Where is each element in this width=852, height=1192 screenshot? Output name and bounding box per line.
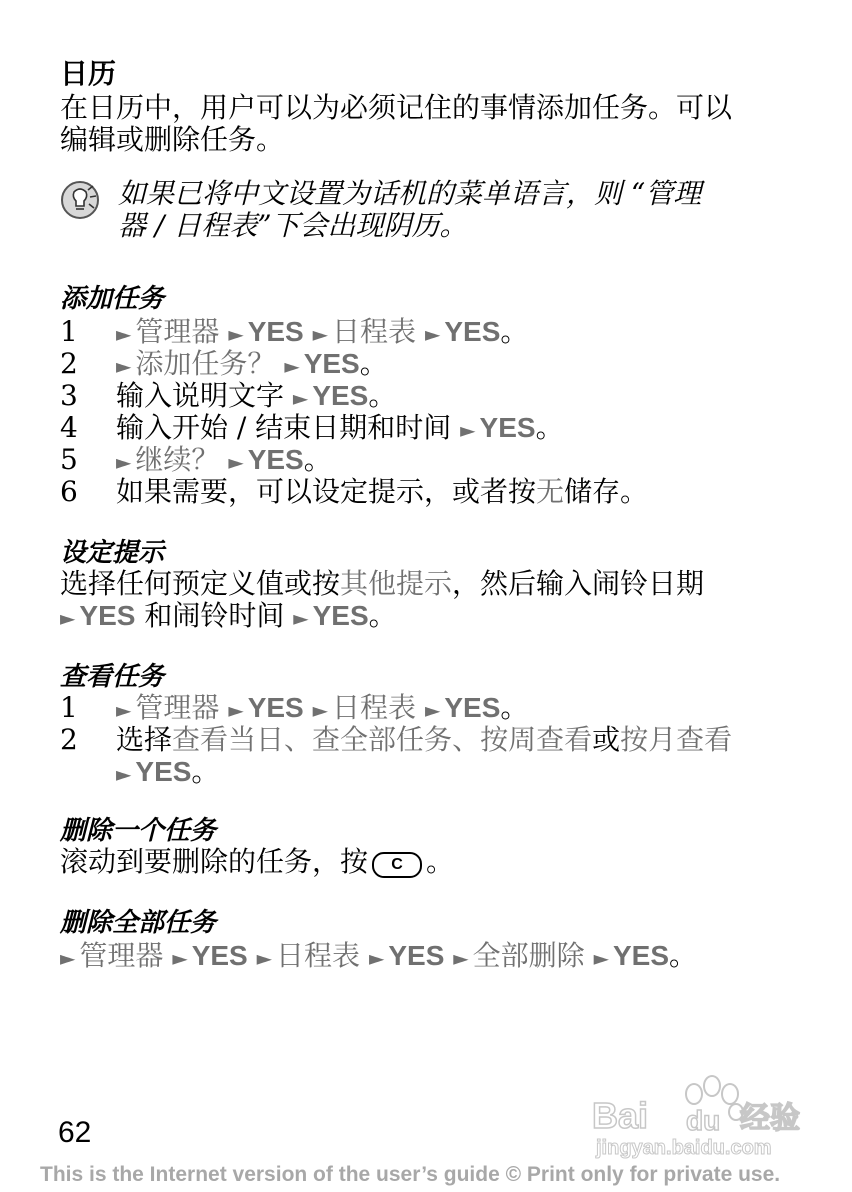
step-text: 输入开始 / 结束日期和时间 — [116, 411, 452, 444]
step-text: 如果需要，可以设定提示，或者按 — [116, 475, 537, 508]
menu-item: 添加任务？ — [135, 347, 276, 380]
arrow-icon: ► — [116, 698, 132, 722]
menu-item: 查看当日 — [172, 723, 285, 756]
menu-item: 管理器 — [135, 315, 220, 348]
tip-line-1: 如果已将中文设置为话机的菜单语言，则 “管理 — [118, 177, 702, 210]
arrow-icon: ► — [292, 386, 309, 410]
intro-line-2: 编辑或删除任务。 — [60, 123, 285, 156]
menu-item: 日程表 — [332, 315, 417, 348]
step-number: 1 — [60, 691, 78, 724]
arrow-icon: ► — [312, 322, 329, 346]
step-number: 4 — [60, 411, 78, 444]
menu-item: 管理器 — [135, 691, 220, 724]
arrow-icon: ► — [228, 322, 244, 346]
menu-item: 按月查看 — [620, 723, 733, 756]
delete-one-line: 滚动到要删除的任务，按 C 。 — [60, 845, 455, 878]
watermark-brand: Bai — [592, 1095, 649, 1136]
menu-item: 日程表 — [276, 939, 361, 972]
step-number: 5 — [60, 443, 78, 476]
add-task-title: 添加任务 — [60, 284, 165, 314]
menu-item: 无 — [536, 475, 565, 508]
menu-item: 全部删除 — [472, 939, 585, 972]
menu-item: 继续？ — [135, 443, 220, 476]
watermark-paw: du — [686, 1105, 721, 1136]
arrow-icon: ► — [593, 946, 609, 970]
delete-all-line: ► 管理器 ► YES ► 日程表 ► YES ► 全部删除 ► YES。 — [60, 939, 698, 972]
watermark-cn: 经验 — [740, 1101, 800, 1136]
intro-line-1: 在日历中，用户可以为必须记住的事情添加任务。可以 — [60, 91, 733, 124]
arrow-icon: ► — [256, 946, 273, 970]
lightbulb-tip-icon — [58, 180, 102, 220]
watermark-url: jingyan.baidu.com — [596, 1137, 772, 1159]
delete-one-title: 删除一个任务 — [60, 816, 217, 846]
arrow-icon: ► — [368, 946, 385, 970]
yes-key: YES — [312, 600, 369, 631]
step-number: 6 — [60, 475, 78, 508]
menu-item: 按周查看 — [480, 723, 593, 756]
arrow-icon: ► — [293, 606, 309, 630]
yes-key: YES — [479, 412, 536, 443]
page-heading: 日历 — [60, 57, 117, 90]
yes-key: YES — [612, 940, 670, 971]
set-reminder-title: 设定提示 — [60, 538, 165, 568]
yes-key: YES — [247, 444, 304, 475]
arrow-icon: ► — [116, 322, 132, 346]
arrow-icon: ► — [116, 762, 132, 786]
menu-item: 其他提示 — [340, 567, 453, 600]
arrow-icon: ► — [460, 418, 476, 442]
delete-all-title: 删除全部任务 — [60, 908, 217, 938]
arrow-icon: ► — [284, 354, 300, 378]
yes-key: YES — [135, 756, 192, 787]
yes-key: YES — [312, 380, 369, 411]
view-tasks-title: 查看任务 — [60, 662, 165, 692]
arrow-icon: ► — [116, 450, 132, 474]
yes-key: YES — [247, 316, 304, 347]
arrow-icon: ► — [424, 698, 441, 722]
arrow-icon: ► — [312, 698, 329, 722]
arrow-icon: ► — [60, 946, 76, 970]
yes-key: YES — [444, 692, 501, 723]
page-number: 62 — [58, 1116, 92, 1149]
menu-item: 日程表 — [332, 691, 417, 724]
arrow-icon: ► — [453, 946, 469, 970]
manual-page: 日历 在日历中，用户可以为必须记住的事情添加任务。可以 编辑或删除任务。 如果已将中文设置为话机的菜单语言，则 “管理 器 / 日程表”下会出现阴历。 添加任务 1 ► 管理器 ► YES ► 日程表 ► YES。 2 ► 添加任务？ ► YES。 3 输入说明文字 ► YES。 4 输入开始 / 结束日期和时间 ► YES。 5 ► 继续？ ► YES。 6 如果需要，可以设定提示，或者按无储存。 设定提示 选择任何预定义值或按其他提示，然后输入闹铃日期 ► YES 和闹铃时间 ► YES。 查看任务 1 ► 管理器 ► YES ► 日程表 ► YES。 2 选择查看当日、查全部任务、按周查看或按月查看 ► YES。 删除一个任务 滚动到要删除的任务，按 C 。 删除全部任务 ► 管理器 ► YES ► 日程表 ► YES ► 全部删除 ► YES。 Bai du 经验 jingyan.baidu.com 62 This is the Internet version of the user’s guide © Print only for private use. — [0, 0, 852, 1192]
c-key-icon: C — [372, 852, 422, 878]
arrow-icon: ► — [228, 698, 244, 722]
footer-notice: This is the Internet version of the user’s guide © Print only for private use. — [40, 1163, 781, 1186]
arrow-icon: ► — [60, 606, 76, 630]
menu-item: 管理器 — [79, 939, 164, 972]
step-text: 储存。 — [564, 475, 649, 508]
tip-line-2: 器 / 日程表”下会出现阴历。 — [118, 209, 468, 242]
arrow-icon: ► — [424, 322, 441, 346]
baidu-jingyan-watermark-icon — [590, 1068, 810, 1160]
yes-key: YES — [303, 348, 360, 379]
yes-key: YES — [444, 316, 501, 347]
step-number: 1 — [60, 315, 78, 348]
yes-key: YES — [79, 600, 136, 631]
step-number: 2 — [60, 723, 78, 756]
yes-key: YES — [191, 940, 248, 971]
set-reminder-line-1: 选择任何预定义值或按其他提示，然后输入闹铃日期 — [60, 567, 705, 600]
step-number: 3 — [60, 379, 78, 412]
yes-key: YES — [388, 940, 445, 971]
menu-item: 查全部任务 — [312, 723, 453, 756]
arrow-icon: ► — [116, 354, 132, 378]
step-text: 输入说明文字 — [116, 379, 285, 412]
step-number: 2 — [60, 347, 78, 380]
yes-key: YES — [247, 692, 304, 723]
arrow-icon: ► — [172, 946, 188, 970]
set-reminder-line-2: ► YES 和闹铃时间 ► YES。 — [60, 599, 397, 632]
arrow-icon: ► — [228, 450, 244, 474]
